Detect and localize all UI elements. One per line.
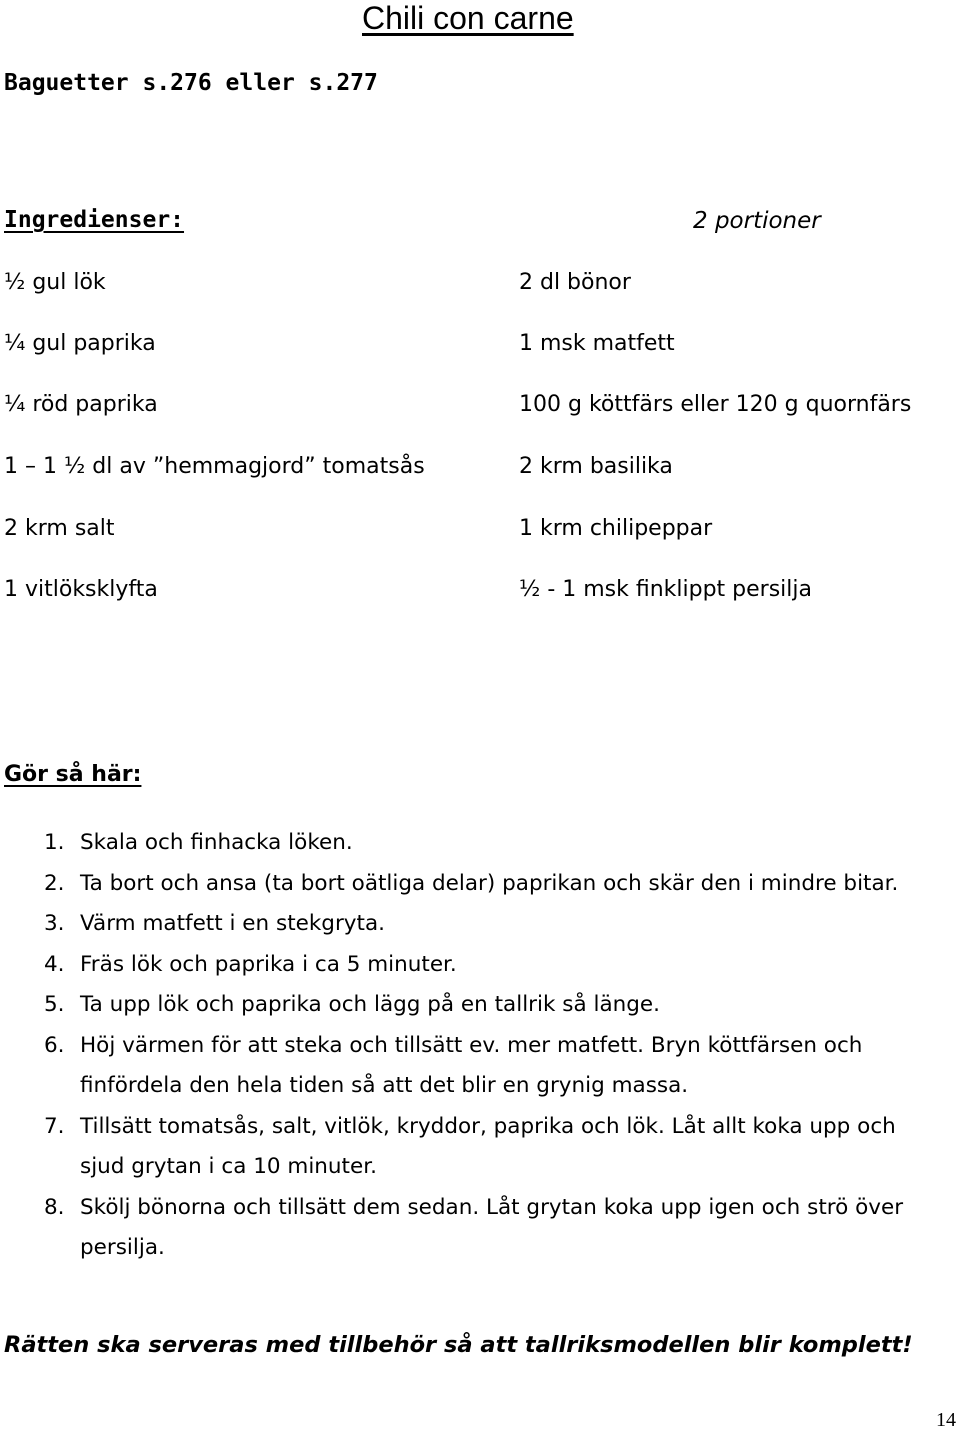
recipe-title: Chili con carne	[362, 0, 574, 36]
instruction-step	[0, 1026, 930, 1107]
instruction-step	[0, 945, 930, 986]
step-text: Höj värmen för att steka och tillsätt ev. mer matfett. Bryn köttfärsen och finfördela den hela tiden så att det blir en grynig massa.	[80, 1032, 863, 1098]
step-number: 4.	[44, 951, 65, 977]
portions-label: 2 portioner	[693, 208, 821, 234]
page-number: 14	[936, 1409, 956, 1431]
step-text: Ta upp lök och paprika och lägg på en tallrik så länge.	[80, 992, 660, 1017]
instruction-step	[0, 823, 930, 864]
baguette-reference: Baguetter s.276 eller s.277	[4, 70, 378, 96]
step-text: Tillsätt tomatsås, salt, vitlök, kryddor, paprika och lök. Låt allt koka upp och sjud grytan i ca 10 minuter.	[80, 1113, 896, 1179]
ingredients-heading: Ingredienser:	[4, 207, 185, 233]
ingredient-item: 2 krm basilika	[519, 454, 673, 479]
ingredient-item: 1 vitlöksklyfta	[4, 577, 158, 602]
step-text: Fräs lök och paprika i ca 5 minuter.	[80, 951, 457, 977]
ingredient-item: 2 krm salt	[4, 516, 115, 541]
instructions-heading: Gör så här:	[4, 762, 142, 787]
ingredient-item: 1 msk matfett	[519, 331, 675, 356]
ingredient-item: 2 dl bönor	[519, 270, 631, 295]
step-number: 3.	[44, 911, 65, 936]
step-text: Skala och finhacka löken.	[80, 830, 353, 855]
ingredient-item: ½ gul lök	[4, 270, 106, 295]
step-text: Värm matfett i en stekgryta.	[80, 911, 385, 936]
ingredient-item: 1 krm chilipeppar	[519, 516, 713, 541]
step-text: Skölj bönorna och tillsätt dem sedan. Låt grytan koka upp igen och strö över persilja.	[80, 1194, 904, 1260]
ingredient-item: 100 g köttfärs eller 120 g quornfärs	[519, 392, 912, 417]
step-number: 5.	[44, 992, 65, 1017]
step-text: Ta bort och ansa (ta bort oätliga delar) paprikan och skär den i mindre bitar.	[80, 870, 899, 896]
step-number: 6.	[44, 1032, 65, 1058]
instruction-step	[0, 1107, 930, 1188]
instruction-step	[0, 985, 930, 1026]
serving-note: Rätten ska serveras med tillbehör så att tallriksmodellen blir komplett!	[4, 1332, 913, 1358]
step-number: 8.	[44, 1194, 65, 1220]
instruction-step	[0, 1188, 930, 1269]
instruction-step	[0, 904, 930, 945]
ingredient-item: ¼ gul paprika	[4, 331, 156, 356]
step-number: 7.	[44, 1113, 65, 1139]
ingredient-item: ¼ röd paprika	[4, 392, 158, 417]
step-number: 2.	[44, 870, 65, 896]
ingredient-item: ½ - 1 msk finklippt persilja	[519, 577, 813, 602]
ingredient-item: 1 – 1 ½ dl av ”hemmagjord” tomatsås	[4, 454, 425, 479]
instructions-list	[0, 823, 960, 1269]
step-number: 1.	[44, 830, 65, 855]
instruction-step	[0, 864, 930, 905]
